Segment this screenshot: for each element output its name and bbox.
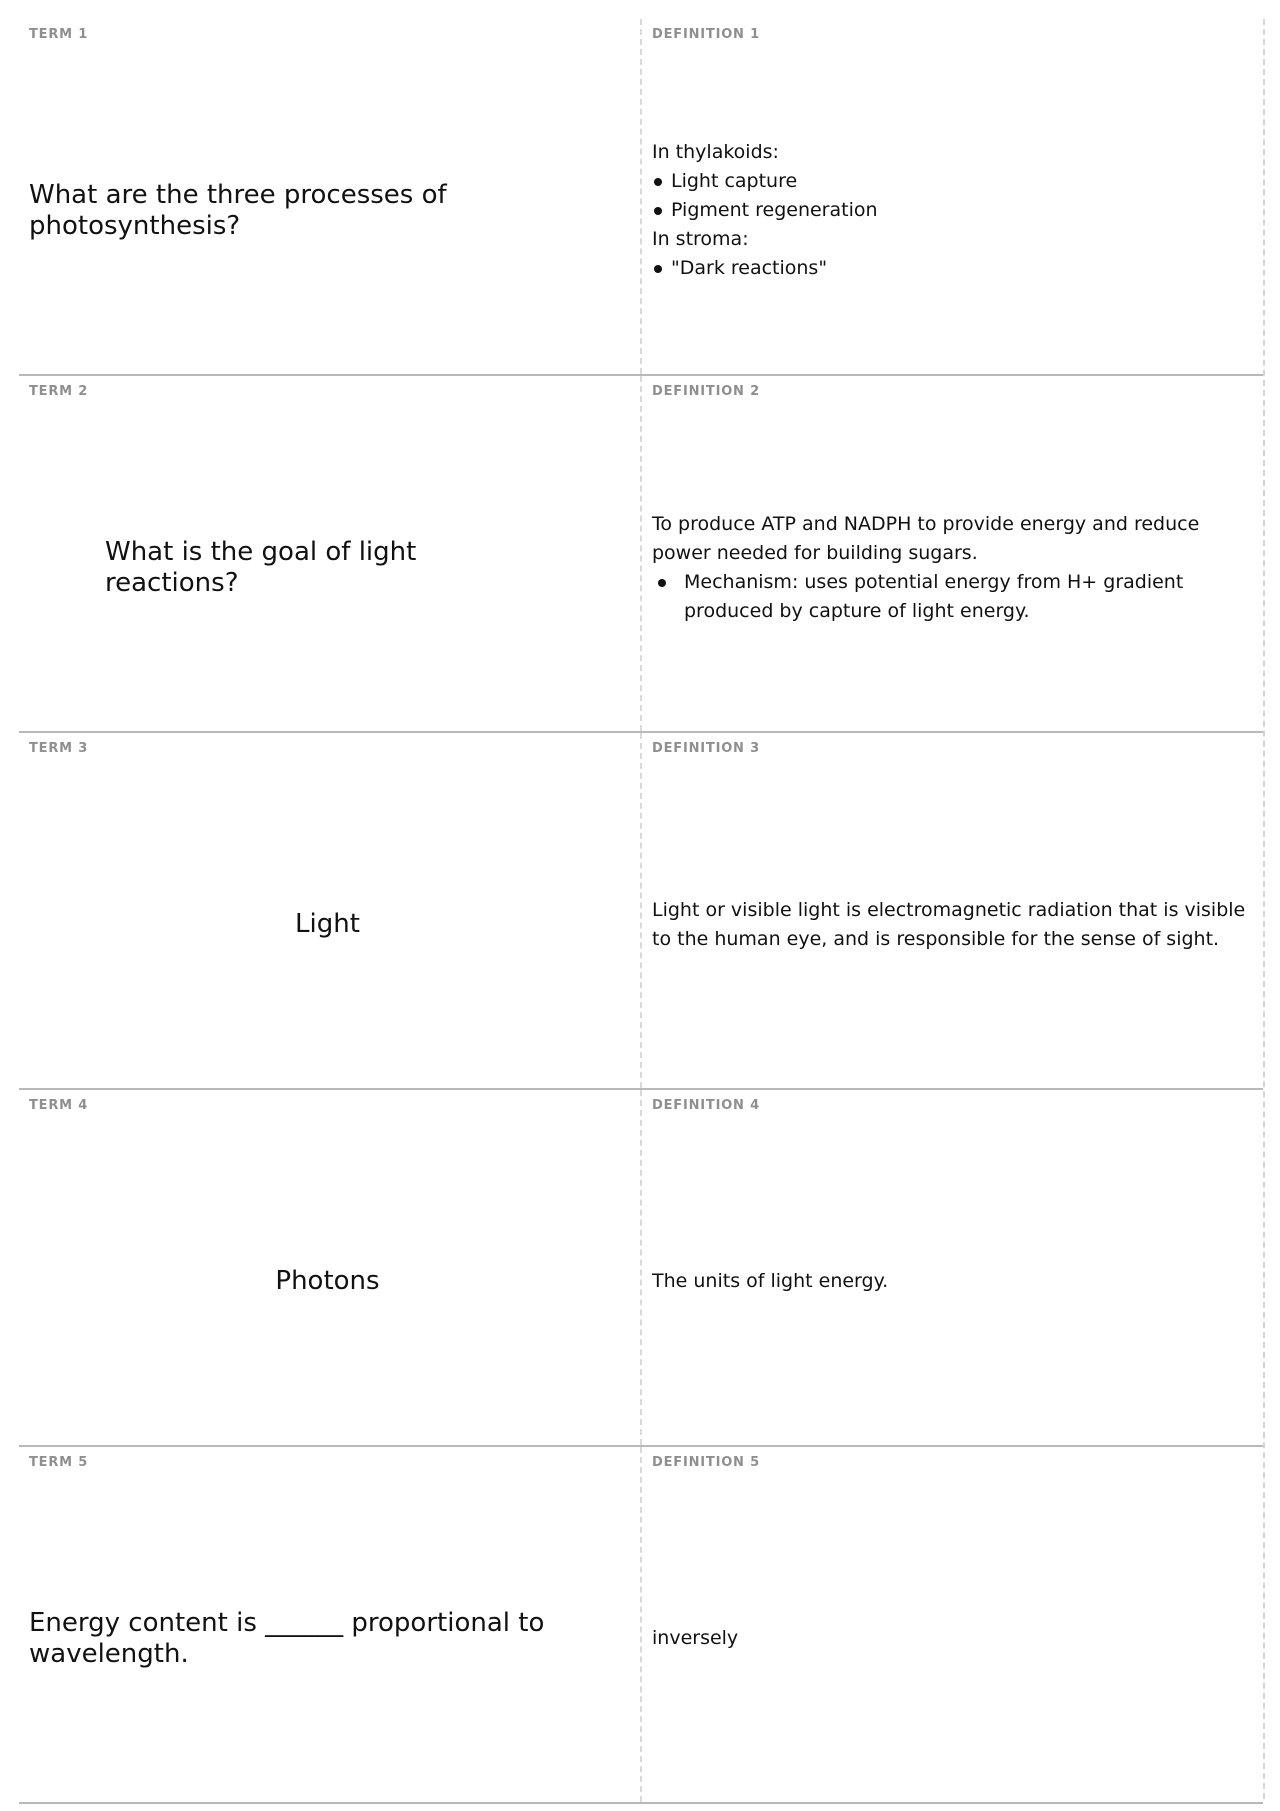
- definition-cell-5: [642, 1447, 1263, 1802]
- term-cell-3: [19, 733, 642, 1088]
- definition-label: DEFINITION 2: [652, 384, 760, 399]
- term-label: TERM 1: [29, 27, 89, 42]
- definition-cell-1: [642, 19, 1263, 374]
- term-text: Photons: [275, 1266, 380, 1296]
- list-item: Pigment regeneration: [652, 196, 1249, 225]
- definition-text: [652, 510, 1249, 626]
- definition-cell-3: [642, 733, 1263, 1088]
- term-text: Energy content is ______ proportional to wavelength.: [29, 1607, 545, 1669]
- term-label: TERM 4: [29, 1098, 89, 1113]
- definition-bullet-list: [652, 167, 1249, 225]
- definition-label: DEFINITION 1: [652, 27, 760, 42]
- flashcard-row-3: [19, 733, 1263, 1090]
- term-text: Light: [295, 909, 360, 939]
- term-cell-5: [19, 1447, 642, 1802]
- flashcard-row-2: [19, 376, 1263, 733]
- definition-cell-4: [642, 1090, 1263, 1445]
- flashcard-sheet: [19, 19, 1265, 1799]
- term-label: TERM 5: [29, 1455, 89, 1470]
- term-cell-4: [19, 1090, 642, 1445]
- list-item: Light capture: [652, 167, 1249, 196]
- term-cell-1: [19, 19, 642, 374]
- flashcard-row-5: [19, 1447, 1263, 1804]
- definition-line: In thylakoids:: [652, 141, 779, 163]
- term-text: What is the goal of light reactions?: [105, 536, 417, 598]
- list-item: Mechanism: uses potential energy from H+ gradient produced by capture of light energy.: [652, 568, 1249, 626]
- definition-text: The units of light energy.: [652, 1270, 889, 1292]
- definition-cell-2: [642, 376, 1263, 731]
- definition-text: [652, 138, 1249, 283]
- definition-bullet-list: [652, 568, 1249, 626]
- term-text: What are the three processes of photosynthesis?: [29, 179, 447, 241]
- definition-bullet-list: [652, 254, 1249, 283]
- flashcard-row-1: [19, 19, 1263, 376]
- definition-text: inversely: [652, 1627, 739, 1649]
- flashcard-row-4: [19, 1090, 1263, 1447]
- definition-line: In stroma:: [652, 228, 749, 250]
- definition-line: To produce ATP and NADPH to provide energy and reduce power needed for building sugars.: [652, 512, 1200, 564]
- definition-label: DEFINITION 4: [652, 1098, 760, 1113]
- term-cell-2: [19, 376, 642, 731]
- list-item: "Dark reactions": [652, 254, 1249, 283]
- term-label: TERM 3: [29, 741, 89, 756]
- definition-label: DEFINITION 3: [652, 741, 760, 756]
- definition-label: DEFINITION 5: [652, 1455, 760, 1470]
- term-label: TERM 2: [29, 384, 89, 399]
- definition-text: Light or visible light is electromagnetic radiation that is visible to the human eye, and is responsible for the sense of sight.: [652, 898, 1246, 950]
